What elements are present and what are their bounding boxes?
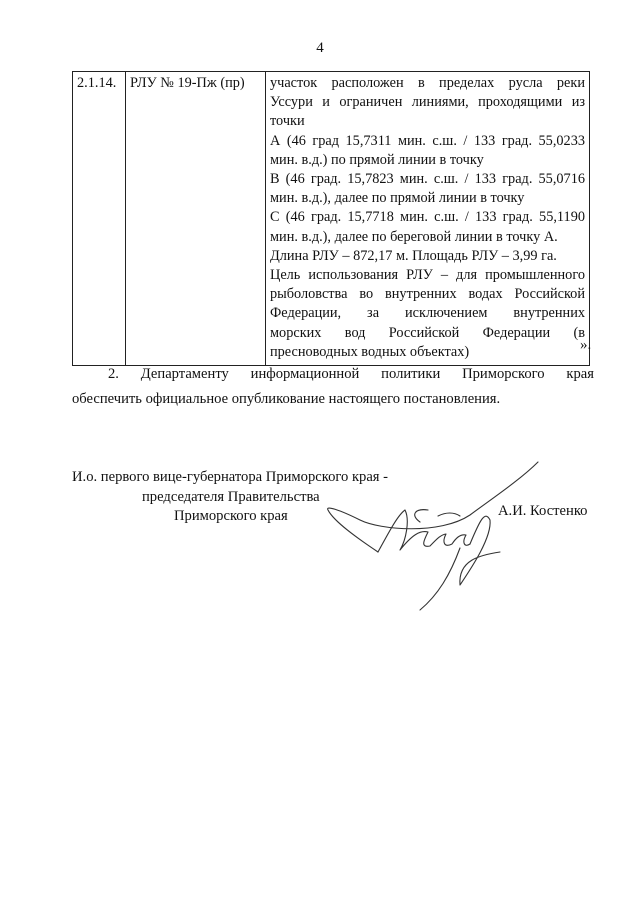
table-row (73, 72, 590, 366)
description-line: точки (270, 113, 305, 130)
signatory-name: А.И. Костенко (498, 503, 588, 519)
description-line: Уссури и ограничен линиями, проходящими из (270, 94, 585, 111)
description-line: Длина РЛУ – 872,17 м. Площадь РЛУ – 3,99 га. (270, 247, 557, 264)
signatory-title-line: Приморского края (174, 508, 288, 525)
description-line: участок расположен в пределах русла реки (270, 75, 585, 91)
zone-name-cell: РЛУ № 19-Пж (пр) (126, 72, 266, 366)
signatory-title-line: председателя Правительства (142, 488, 320, 505)
signatory-title-line: И.о. первого вице-губернатора Приморского края - (72, 469, 389, 485)
description-line: Федерации, за исключением внутренних (270, 305, 585, 322)
description-line: морских вод Российской Федерации (в (270, 324, 585, 341)
description-line: Цель использования РЛУ – для промышленного (270, 267, 585, 284)
paragraph-line: 2. Департаменту информационной политики Приморского края (108, 366, 594, 382)
resolution-paragraph (72, 362, 594, 412)
description-line: мин. в.д.) по прямой линии в точку (270, 151, 484, 168)
handwritten-signature (320, 460, 560, 620)
description-line: С (46 град. 15,7718 мин. с.ш. / 133 град. 55,1190 (270, 209, 585, 226)
description-line: В (46 град. 15,7823 мин. с.ш. / 133 град. 55,0716 (270, 171, 585, 188)
description-line: мин. в.д.), далее по прямой линии в точку (270, 190, 525, 207)
zone-description-cell (266, 72, 590, 366)
description-line: мин. в.д.), далее по береговой линии в точку А. (270, 228, 558, 245)
description-line: рыболовства во внутренних водах Российской (270, 286, 585, 303)
closing-quote-mark: ». (580, 337, 592, 353)
zone-code-cell: 2.1.14. (73, 72, 126, 366)
page-number: 4 (316, 40, 324, 56)
paragraph-line: обеспечить официальное опубликование настоящего постановления. (72, 391, 501, 407)
fishing-zone-table (72, 71, 590, 366)
description-line: пресноводных водных объектах) (270, 343, 470, 360)
description-line: А (46 град 15,7311 мин. с.ш. / 133 град. 55,0233 (270, 132, 585, 149)
